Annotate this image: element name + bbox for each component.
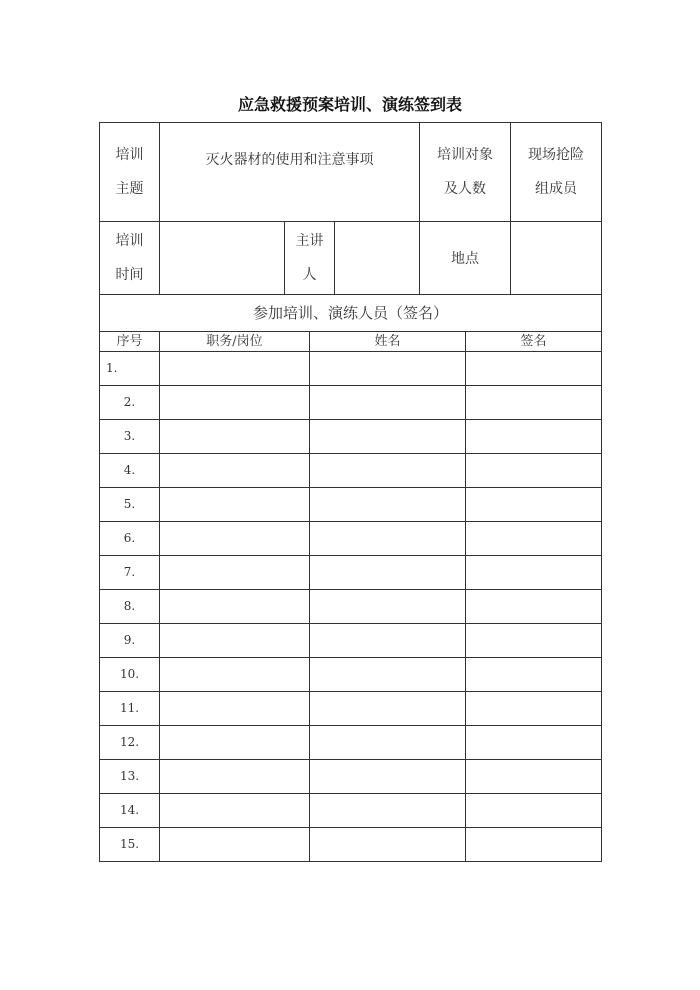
place-value[interactable] [511, 222, 602, 295]
name-cell[interactable] [310, 691, 466, 725]
table-row [100, 623, 602, 657]
position-cell[interactable] [160, 657, 310, 691]
name-cell[interactable] [310, 793, 466, 827]
signature-cell[interactable] [466, 759, 602, 793]
position-cell[interactable] [160, 351, 310, 385]
position-cell[interactable] [160, 691, 310, 725]
signature-cell[interactable] [466, 589, 602, 623]
name-cell[interactable] [310, 385, 466, 419]
signature-cell[interactable] [466, 351, 602, 385]
table-row [100, 453, 602, 487]
row-number: 4. [100, 453, 160, 487]
row-number: 6. [100, 521, 160, 555]
row-number: 2. [100, 385, 160, 419]
table-row [100, 691, 602, 725]
signature-cell[interactable] [466, 487, 602, 521]
row-number: 1. [100, 351, 160, 385]
table-row [100, 521, 602, 555]
position-cell[interactable] [160, 623, 310, 657]
name-cell[interactable] [310, 589, 466, 623]
name-cell[interactable] [310, 487, 466, 521]
position-cell[interactable] [160, 385, 310, 419]
time-label: 培训 时间 [100, 222, 160, 295]
name-cell[interactable] [310, 521, 466, 555]
col-header-name: 姓名 [310, 331, 466, 351]
time-row [100, 222, 602, 295]
position-cell[interactable] [160, 759, 310, 793]
signature-cell[interactable] [466, 827, 602, 861]
table-row [100, 725, 602, 759]
position-cell[interactable] [160, 487, 310, 521]
col-header-no: 序号 [100, 331, 160, 351]
row-number: 13. [100, 759, 160, 793]
row-number: 10. [100, 657, 160, 691]
table-row [100, 759, 602, 793]
topic-value[interactable]: 灭火器材的使用和注意事项 [160, 123, 420, 222]
row-number: 15. [100, 827, 160, 861]
position-cell[interactable] [160, 555, 310, 589]
attendee-table [99, 294, 602, 862]
signature-cell[interactable] [466, 691, 602, 725]
name-cell[interactable] [310, 623, 466, 657]
signature-cell[interactable] [466, 793, 602, 827]
sign-in-sheet [99, 122, 601, 862]
name-cell[interactable] [310, 725, 466, 759]
signature-cell[interactable] [466, 385, 602, 419]
target-label: 培训对象 及人数 [420, 123, 511, 222]
row-number: 3. [100, 419, 160, 453]
row-number: 14. [100, 793, 160, 827]
signature-cell[interactable] [466, 419, 602, 453]
name-cell[interactable] [310, 759, 466, 793]
time-value[interactable] [160, 222, 285, 295]
signature-cell[interactable] [466, 453, 602, 487]
form-title: 应急救援预案培训、演练签到表 [237, 95, 462, 114]
col-header-position: 职务/岗位 [160, 331, 310, 351]
topic-row [100, 123, 602, 222]
team-label: 现场抢险 组成员 [511, 123, 602, 222]
name-cell[interactable] [310, 827, 466, 861]
row-number: 8. [100, 589, 160, 623]
row-number: 11. [100, 691, 160, 725]
speaker-label: 主讲 人 [285, 222, 335, 295]
table-row [100, 419, 602, 453]
row-number: 12. [100, 725, 160, 759]
table-row [100, 385, 602, 419]
name-cell[interactable] [310, 657, 466, 691]
name-cell[interactable] [310, 419, 466, 453]
signature-cell[interactable] [466, 657, 602, 691]
signature-cell[interactable] [466, 623, 602, 657]
position-cell[interactable] [160, 589, 310, 623]
position-cell[interactable] [160, 521, 310, 555]
section-header-row [100, 294, 602, 331]
speaker-value[interactable] [335, 222, 420, 295]
row-number: 9. [100, 623, 160, 657]
table-row [100, 487, 602, 521]
name-cell[interactable] [310, 351, 466, 385]
row-number: 5. [100, 487, 160, 521]
col-header-signature: 签名 [466, 331, 602, 351]
signature-cell[interactable] [466, 521, 602, 555]
signature-cell[interactable] [466, 555, 602, 589]
table-row [100, 555, 602, 589]
position-cell[interactable] [160, 453, 310, 487]
name-cell[interactable] [310, 453, 466, 487]
position-cell[interactable] [160, 725, 310, 759]
table-row [100, 827, 602, 861]
position-cell[interactable] [160, 419, 310, 453]
row-number: 7. [100, 555, 160, 589]
position-cell[interactable] [160, 793, 310, 827]
signature-cell[interactable] [466, 725, 602, 759]
table-row [100, 589, 602, 623]
table-row [100, 657, 602, 691]
section-title: 参加培训、演练人员（签名） [100, 294, 602, 331]
info-table [99, 122, 602, 295]
topic-label: 培训 主题 [100, 123, 160, 222]
place-label: 地点 [420, 222, 511, 295]
position-cell[interactable] [160, 827, 310, 861]
table-row [100, 351, 602, 385]
name-cell[interactable] [310, 555, 466, 589]
column-header-row [100, 331, 602, 351]
table-row [100, 793, 602, 827]
